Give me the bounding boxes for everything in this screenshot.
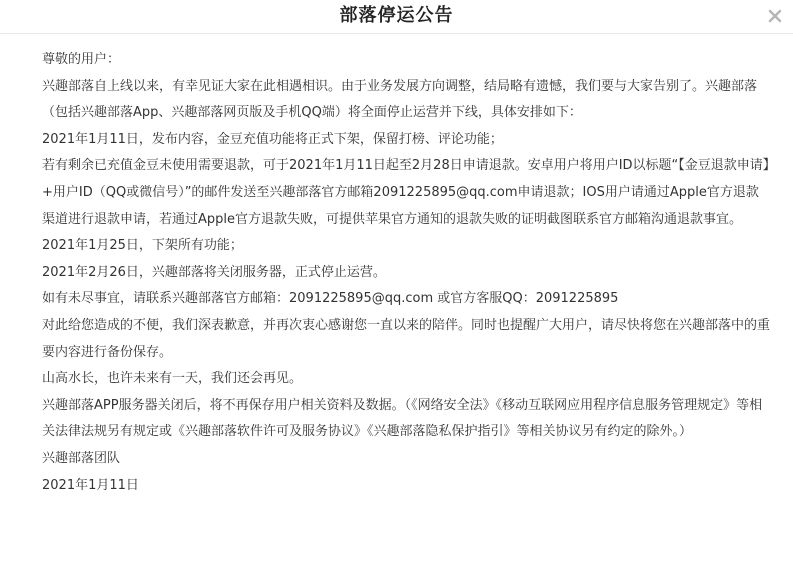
notice-paragraph: 2021年2月26日，兴趣部落将关闭服务器，正式停止运营。 xyxy=(42,264,386,280)
notice-date: 2021年1月11日 xyxy=(42,477,139,493)
notice-paragraph: 如有未尽事宜，请联系兴趣部落官方邮箱：2091225895@qq.com 或官方客服QQ：2091225895 xyxy=(42,291,619,307)
notice-content xyxy=(42,47,771,583)
close-icon xyxy=(765,6,785,26)
notice-paragraph: 兴趣部落APP服务器关闭后，将不再保存用户相关资料及数据。（《网络安全法》《移动互联网应用程序信息服务管理规定》等相关法律法规另有规定或《兴趣部落软件许可及服务协议》《兴趣部落隐私保护指引》等相关协议另有约定的除外。） xyxy=(42,397,763,440)
notice-paragraph: 对此给您造成的不便，我们深表歉意，并再次衷心感谢您一直以来的陪伴。同时也提醒广大用户，请尽快将您在兴趣部落中的重要内容进行备份保存。 xyxy=(42,317,771,360)
notice-paragraph: 若有剩余已充值金豆未使用需要退款，可于2021年1月11日起至2月28日申请退款。安卓用户将用户ID以标题“【金豆退款申请】+用户ID（QQ或微信号）”的邮件发送至兴趣部落官方邮箱2091225895@qq.com申请退款；IOS用户请通过Apple官方退款渠道进行退款申请，若通过Apple官方退款失败，可提供苹果官方通知的退款失败的证明截图联系官方邮箱沟通退款事宜。 xyxy=(42,158,770,227)
dialog-title: 部落停运公告 xyxy=(339,5,454,26)
notice-paragraph: 兴趣部落自上线以来，有幸见证大家在此相遇相识。由于业务发展方向调整，结局略有遗憾，我们要与大家告别了。兴趣部落（包括兴趣部落App、兴趣部落网页版及手机QQ端）将全面停止运营并下线，具体安排如下： xyxy=(42,78,758,121)
notice-paragraph: 2021年1月11日，发布内容，金豆充值功能将正式下架，保留打榜、评论功能； xyxy=(42,131,503,147)
notice-greeting: 尊敬的用户： xyxy=(42,52,121,67)
notice-signature: 兴趣部落团队 xyxy=(42,450,121,466)
notice-paragraph: 2021年1月25日，下架所有功能； xyxy=(42,238,243,254)
close-button[interactable] xyxy=(765,6,785,26)
dialog-header xyxy=(0,0,793,34)
notice-paragraph: 山高水长，也许未来有一天，我们还会再见。 xyxy=(42,371,303,387)
